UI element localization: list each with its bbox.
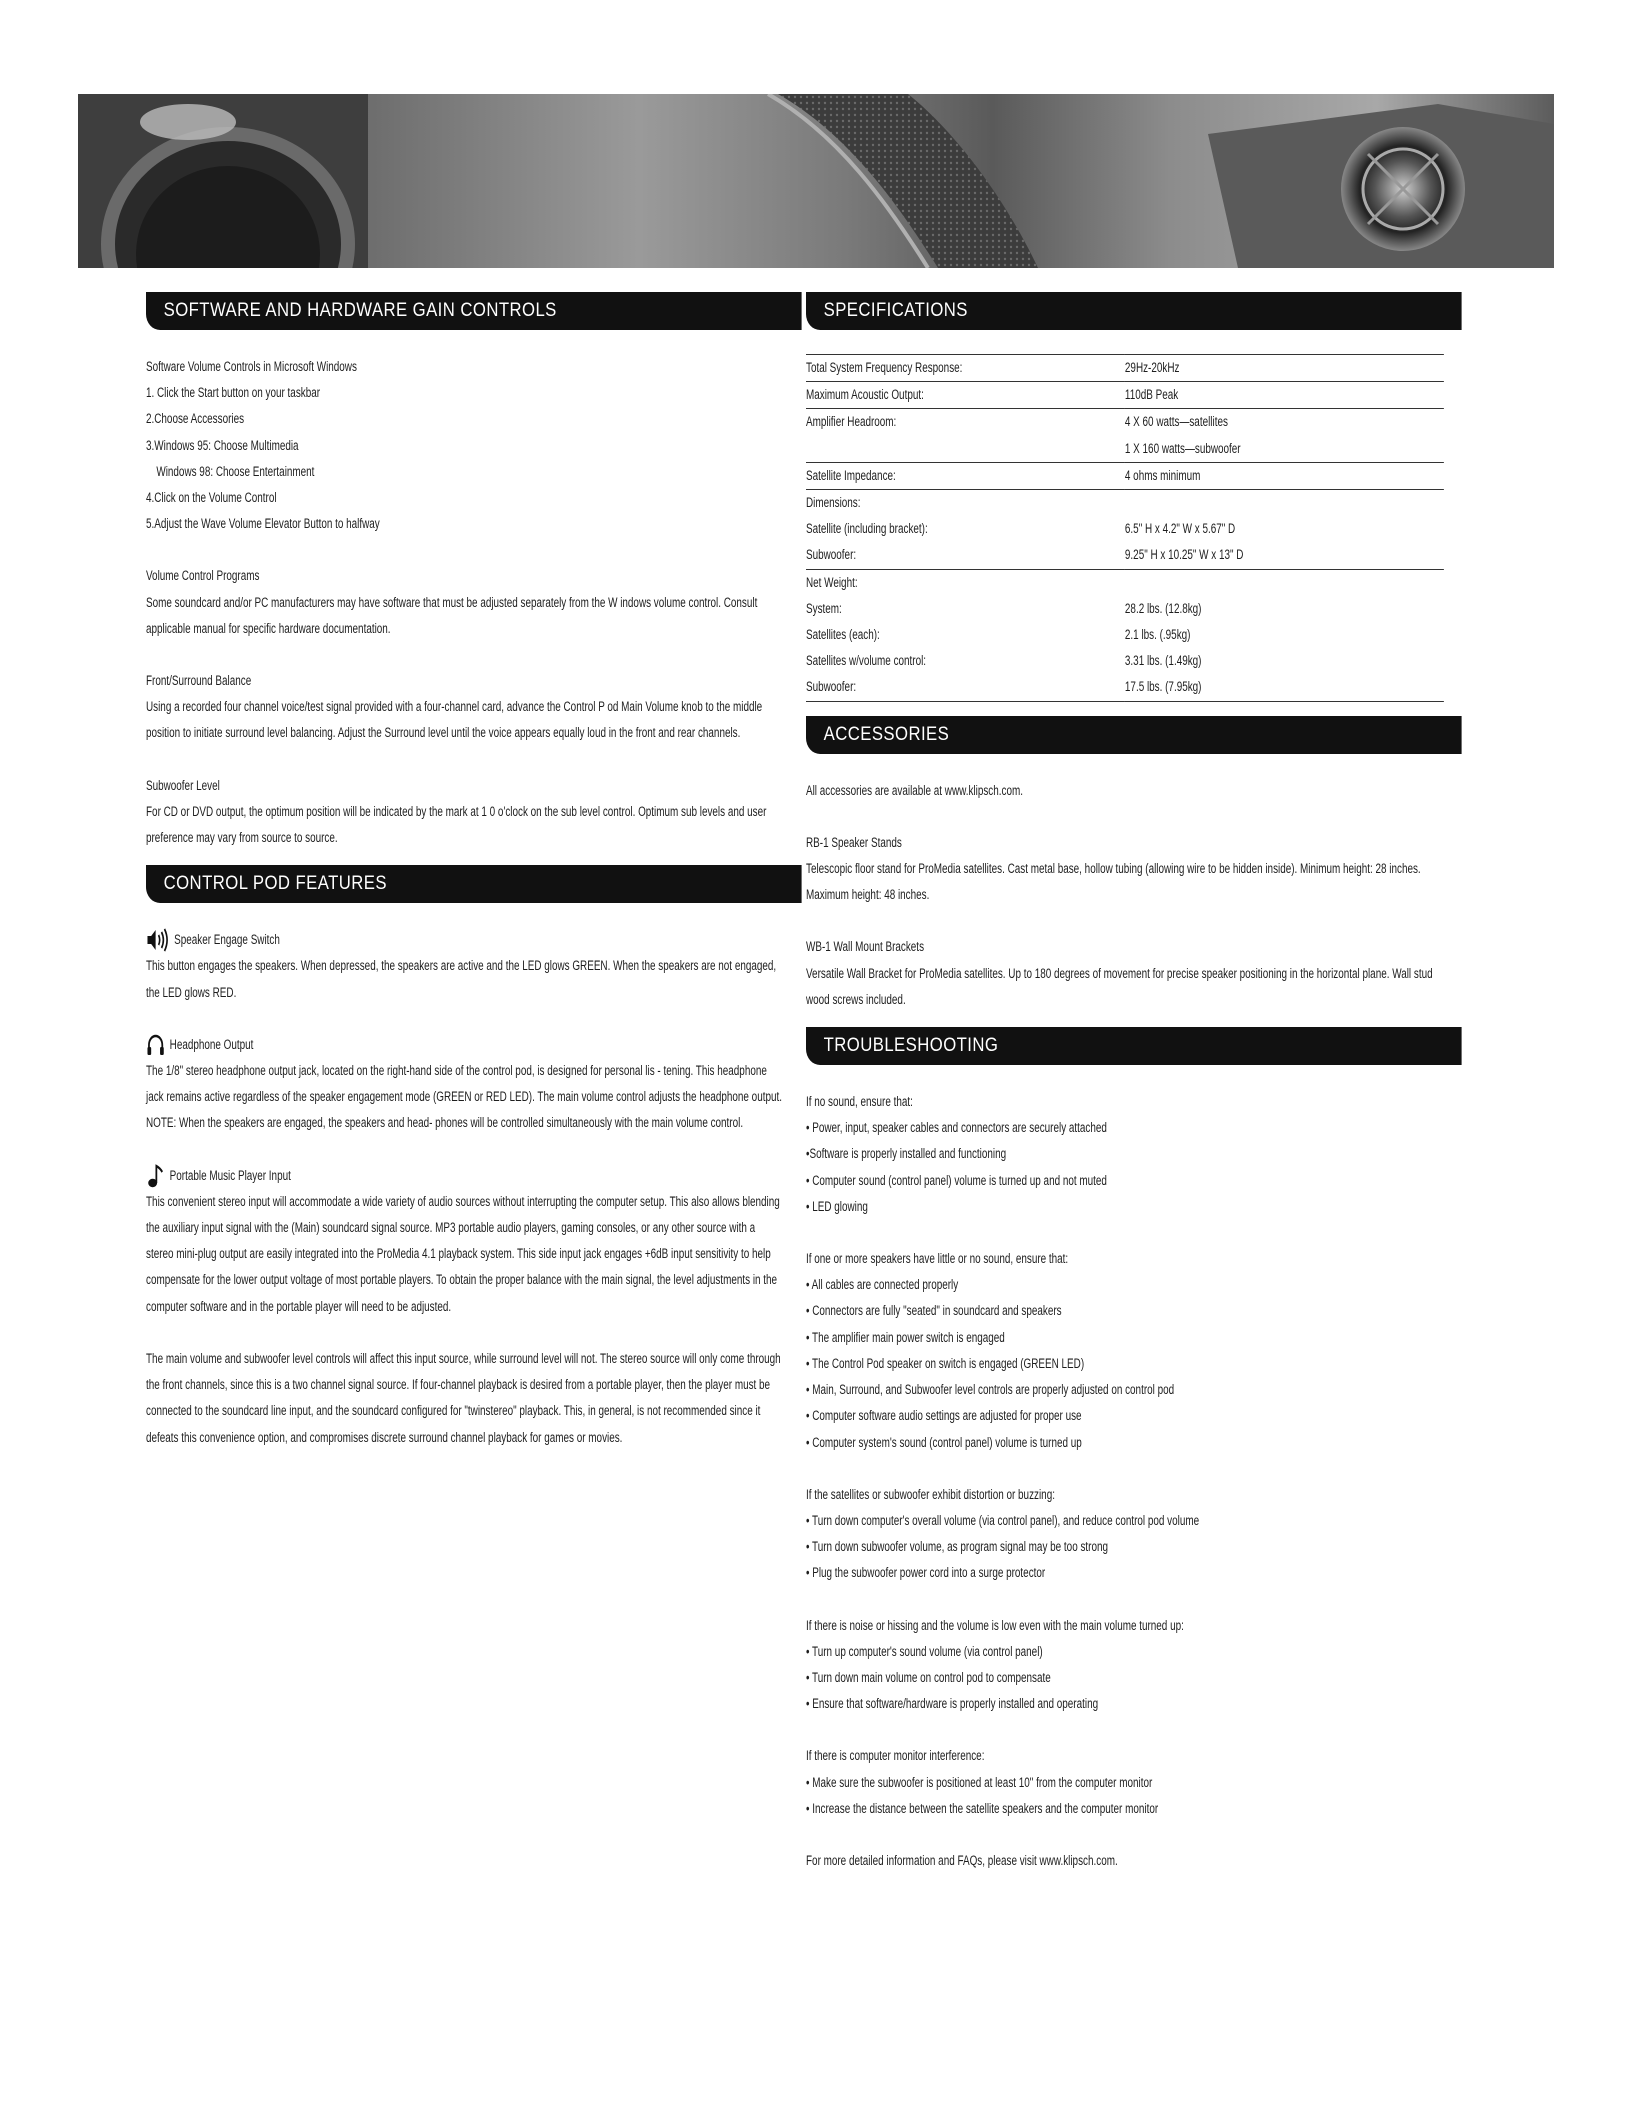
troubleshooting-item: • Main, Surround, and Subwoofer level controls are properly adjusted on control pod [806,1382,1175,1398]
portable-player-heading: Portable Music Player Input [169,1167,291,1183]
specifications-section-header: SPECIFICATIONS [806,292,1461,330]
headphone-text: The 1/8" stereo headphone output jack, located on the right-hand side of the control pod, is designed for personal lis - tening. This headphone jack remains active regardless of the speaker engagement mode (GREEN or RED LED). The main volume control adjusts the headphone output. NOTE: When the speakers are engaged, the speakers and head- phones will be controlled simultaneously with the main volume control. [146,1063,782,1131]
spec-row [806,569,1444,596]
spec-row [806,516,1444,542]
troubleshooting-section-header: TROUBLESHOOTING [806,1027,1461,1065]
header-banner-photo [78,94,1554,268]
troubleshooting-item: • Make sure the subwoofer is positioned at least 10" from the computer monitor [806,1774,1153,1790]
accessories-section-header: ACCESSORIES [806,716,1461,754]
spec-label [806,436,1125,463]
spec-row [806,648,1444,674]
headphone-heading: Headphone Output [169,1036,254,1052]
spec-label: Net Weight: [806,569,1125,596]
troubleshooting-item: • Turn down main volume on control pod to compensate [806,1669,1051,1685]
spec-row [806,355,1444,382]
spec-label: Subwoofer: [806,547,857,563]
speaker-photo-illustration [78,94,1554,268]
troubleshooting-item: • Connectors are fully "seated" in soundcard and speakers [806,1303,1062,1319]
left-column [146,292,784,1451]
step-1: 1. Click the Start button on your taskbar [146,385,321,401]
spec-value: 3.31 lbs. (1.49kg) [1124,653,1202,669]
troubleshooting-condition: If there is noise or hissing and the volume is low even with the main volume turned up: [806,1617,1184,1633]
spec-label: System: [806,600,842,616]
windows-controls-heading: Software Volume Controls in Microsoft Windows [146,359,357,374]
spec-value: 2.1 lbs. (.95kg) [1124,627,1191,643]
spec-row [806,382,1444,409]
speaker-icon [146,927,170,953]
spec-label: Satellites w/volume control: [806,653,927,669]
spec-row [806,436,1444,463]
spec-label: Dimensions: [806,490,1125,517]
troubleshooting-item: • The Control Pod speaker on switch is engaged (GREEN LED) [806,1355,1085,1371]
spec-row [806,409,1444,436]
control-pod-section-body [146,927,784,1450]
troubleshooting-item: • Turn down computer's overall volume (via control panel), and reduce control pod volume [806,1512,1200,1528]
troubleshooting-condition: If one or more speakers have little or no sound, ensure that: [806,1251,1069,1267]
right-column [806,292,1444,1874]
volume-programs-heading: Volume Control Programs [146,568,260,584]
step-3: 3.Windows 95: Choose Multimedia [146,437,299,453]
subwoofer-level-heading: Subwoofer Level [146,777,220,793]
spec-label: Satellite Impedance: [806,462,1125,489]
balance-heading: Front/Surround Balance [146,673,252,689]
spec-label: Satellites (each): [806,627,880,643]
step-4: 4.Click on the Volume Control [146,490,277,506]
volume-programs-text: Some soundcard and/or PC manufacturers may have software that must be adjusted separately from the W indows volume control. Consult applicable manual for specific hardware documentation. [146,594,758,636]
troubleshooting-condition: If the satellites or subwoofer exhibit distortion or buzzing: [806,1486,1055,1502]
spec-row [806,462,1444,489]
spec-label: Amplifier Headroom: [806,409,1125,436]
spec-value [1125,490,1444,517]
troubleshooting-item: • Increase the distance between the satellite speakers and the computer monitor [806,1800,1159,1816]
troubleshooting-item: • Computer software audio settings are adjusted for proper use [806,1408,1082,1424]
spec-value [1125,569,1444,596]
troubleshooting-item: • Turn down subwoofer volume, as program signal may be too strong [806,1539,1109,1555]
spec-row [806,596,1444,622]
spec-value: 29Hz-20kHz [1125,355,1444,382]
spec-value: 17.5 lbs. (7.95kg) [1125,674,1444,701]
headphones-icon [146,1032,165,1058]
troubleshooting-item: •Software is properly installed and functioning [806,1146,1007,1162]
specifications-table [806,354,1444,702]
troubleshooting-item: • All cables are connected properly [806,1277,959,1293]
spec-value: 4 X 60 watts—satellites [1125,409,1444,436]
spec-value: 110dB Peak [1125,382,1444,409]
portable-player-heading-row [146,1163,784,1189]
step-5: 5.Adjust the Wave Volume Elevator Button to halfway [146,516,380,532]
portable-player-text: This convenient stereo input will accommodate a wide variety of audio sources without interrupting the computer setup. This also allows blending the auxiliary input signal with the (Main) soundcard signal source. MP3 portable audio players, gaming consoles, or any other source with a stereo mini-plug output are easily integrated into the ProMedia 4.1 playback system. This side input jack engages +6dB input sensitivity to help compensate for the lower output voltage of most portable players. To obtain the proper balance with the main signal, the level adjustments in the computer software and in the portable player will need to be adjusted. [146,1193,780,1314]
spec-label: Subwoofer: [806,674,1125,701]
spec-row [806,622,1444,648]
speaker-engage-heading: Speaker Engage Switch [174,932,280,948]
spec-row [806,674,1444,701]
rb1-text: Telescopic floor stand for ProMedia satellites. Cast metal base, hollow tubing (allowing wire to be hidden inside). Minimum height: 28 inches. Maximum height: 48 inches. [806,861,1421,903]
headphone-heading-row [146,1032,784,1058]
troubleshooting-item: • The amplifier main power switch is engaged [806,1329,1005,1345]
troubleshooting-condition: If no sound, ensure that: [806,1094,913,1110]
main-volume-note-text: The main volume and subwoofer level controls will affect this input source, while surround level will not. The stereo source will only come through the front channels, since this is a two channel signal source. If four-channel playback is desired from a portable player, then the player must be connected to the soundcard line input, and the soundcard configured for "twinstereo" playback. This, in general, is not recommended since it defeats this convenience option, and compromises discrete surround channel playback for games or movies. [146,1350,781,1445]
spec-label: Total System Frequency Response: [806,355,1125,382]
speaker-engage-heading-row [146,927,784,953]
troubleshooting-item: • Power, input, speaker cables and connectors are securely attached [806,1120,1107,1136]
spec-row [806,542,1444,569]
wb1-heading: WB-1 Wall Mount Brackets [806,939,925,955]
troubleshooting-item: • Plug the subwoofer power cord into a surge protector [806,1565,1046,1581]
troubleshooting-item: • Ensure that software/hardware is properly installed and operating [806,1696,1099,1712]
spec-label: Maximum Acoustic Output: [806,382,1125,409]
spec-value: 9.25" H x 10.25" W x 13" D [1124,547,1244,563]
software-section-header: SOFTWARE AND HARDWARE GAIN CONTROLS [146,292,801,330]
step-2: 2.Choose Accessories [146,411,245,427]
spec-value: 28.2 lbs. (12.8kg) [1124,600,1202,616]
subwoofer-level-text: For CD or DVD output, the optimum position will be indicated by the mark at 1 0 o'clock on the sub level control. Optimum sub levels and user preference may vary from source to source. [146,803,767,846]
accessories-body [806,778,1444,1013]
rb1-heading: RB-1 Speaker Stands [806,834,902,850]
troubleshooting-item: • LED glowing [806,1198,868,1214]
spec-row [806,490,1444,517]
troubleshooting-item: • Computer system's sound (control panel) volume is turned up [806,1434,1082,1450]
spec-value: 4 ohms minimum [1125,462,1444,489]
troubleshooting-item: • Computer sound (control panel) volume is turned up and not muted [806,1172,1107,1188]
speaker-engage-text: This button engages the speakers. When depressed, the speakers are active and the LED glows GREEN. When the speakers are not engaged, the LED glows RED. [146,958,777,1000]
software-section-body [146,354,784,851]
wb1-text: Versatile Wall Bracket for ProMedia satellites. Up to 180 degrees of movement for precise speaker positioning in the horizontal plane. Wall stud wood screws included. [806,965,1433,1007]
troubleshooting-condition: If there is computer monitor interference: [806,1748,985,1764]
accessories-intro: All accessories are available at www.klipsch.com. [806,782,1023,798]
troubleshooting-item: • Turn up computer's sound volume (via control panel) [806,1643,1043,1659]
troubleshooting-footer: For more detailed information and FAQs, please visit www.klipsch.com. [806,1852,1118,1868]
spec-value: 1 X 160 watts—subwoofer [1124,440,1241,456]
step-3b: Windows 98: Choose Entertainment [156,463,315,479]
spec-value: 6.5" H x 4.2" W x 5.67" D [1124,521,1236,537]
spec-label: Satellite (including bracket): [806,521,928,537]
control-pod-section-header: CONTROL POD FEATURES [146,865,801,903]
specifications-body [806,354,1444,702]
balance-text: Using a recorded four channel voice/test signal provided with a four-channel card, advance the Control P od Main Volume knob to the middle position to initiate surround level balancing. Adjust the Surround level until the voice appears equally loud in the front and rear channels. [146,699,763,741]
music-note-icon [146,1163,165,1189]
troubleshooting-body [806,1089,1444,1874]
